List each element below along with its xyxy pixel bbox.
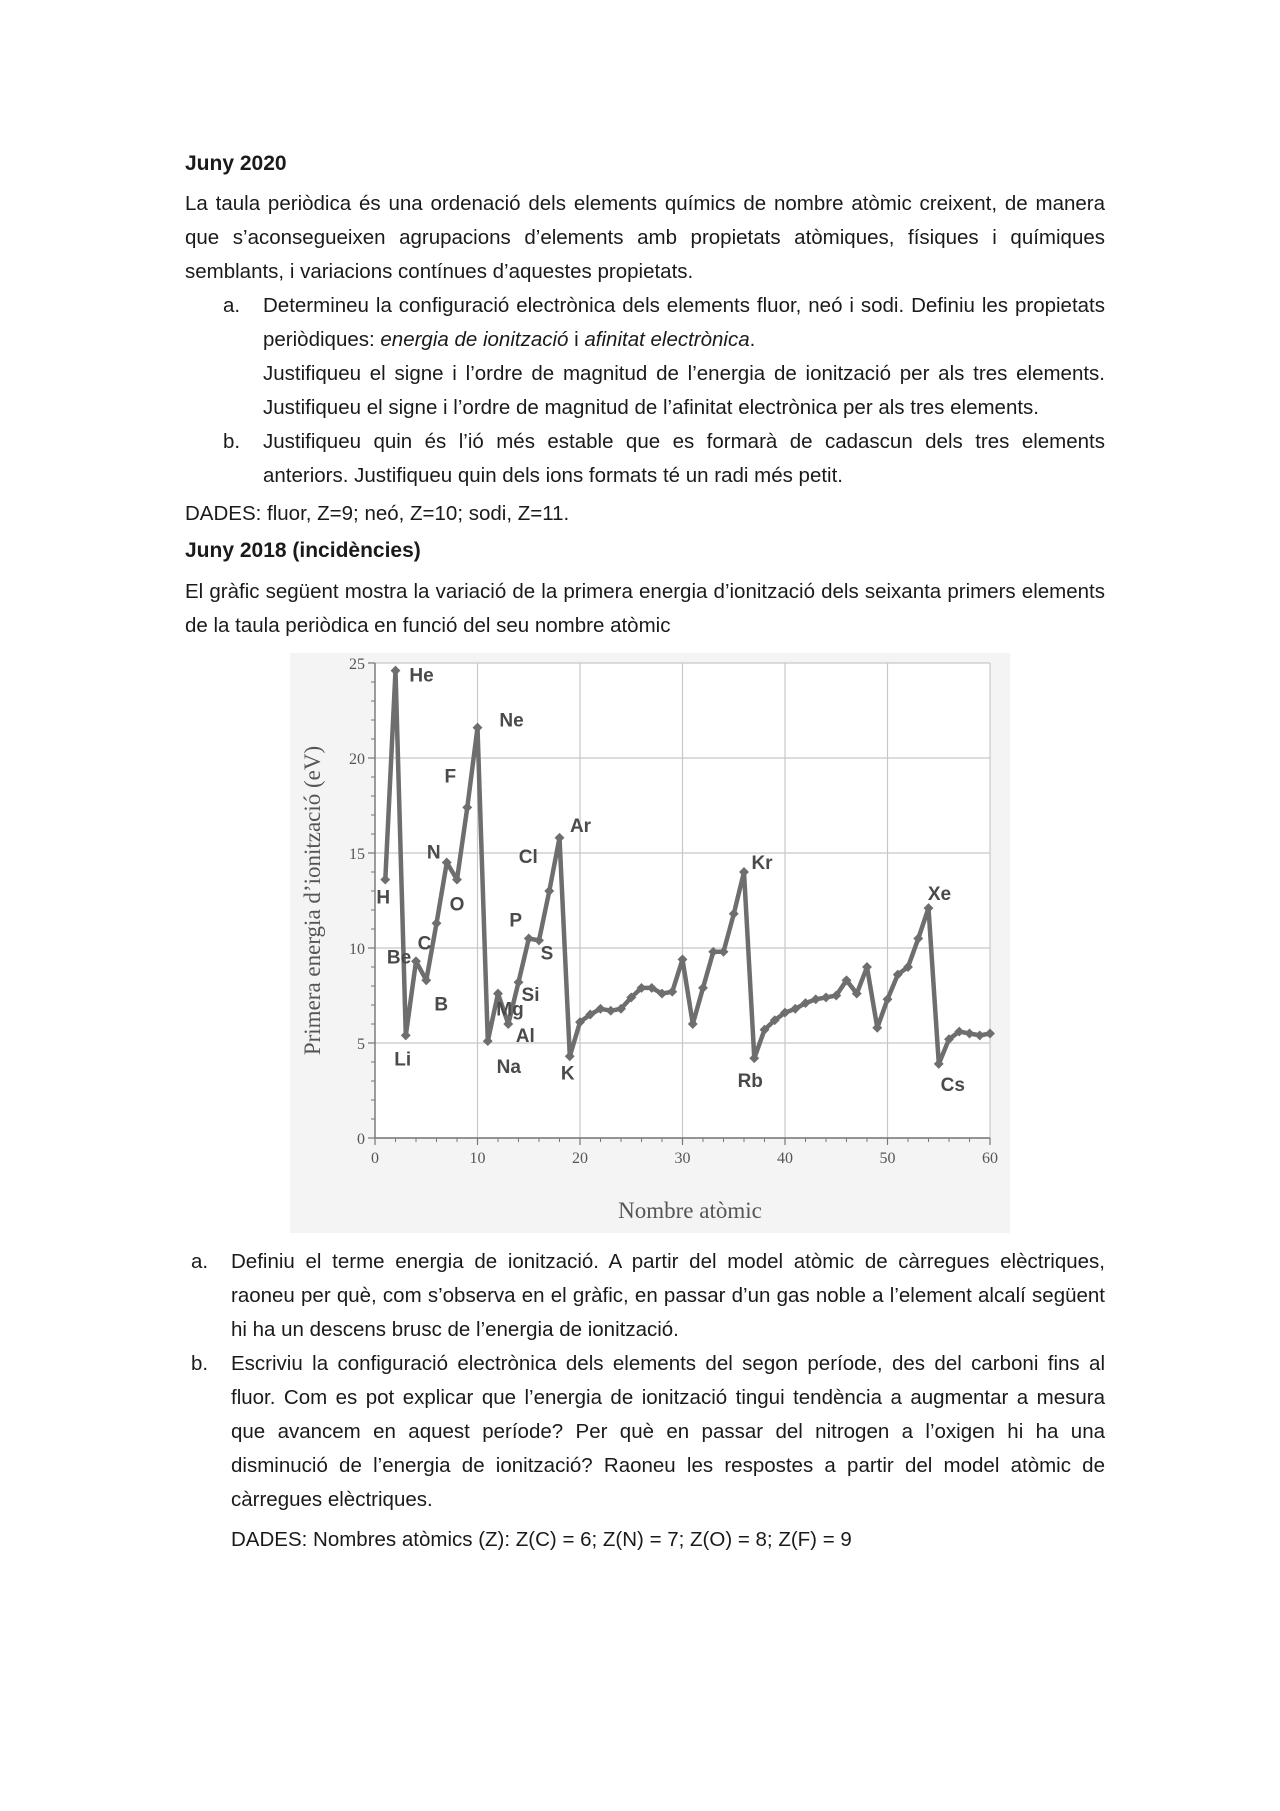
document-page [185,150,1105,1557]
element-label: N [426,842,441,864]
dades-2018: DADES: Nombres atòmics (Z): Z(C) = 6; Z(N) = 7; Z(O) = 8; Z(F) = 9 [231,1527,852,1551]
y-tick-label: 15 [349,845,365,863]
y-tick-label: 0 [357,1130,365,1148]
element-label: He [409,665,434,687]
intro-2018: El gràfic següent mostra la variació de la primera energia d’ionització dels seixanta primers elements de la taula periòdica en funció del seu nombre atòmic [185,579,1105,637]
y-tick-label: 10 [349,940,365,958]
question-a-2020: a. Determineu la configuració electrònica dels elements fluor, neó i sodi. Definiu les propietats periòdiques: energia de ionització i afinitat electrònica. Justifiqueu el signe i l’ordre de magnitud de l’energia de ionització per als tres elements. Justifiqueu el signe i l’ordre de magnitud de l’afinitat electrònica per als tres elements. [185,289,1105,425]
question-a-2020-part2: Justifiqueu el signe i l’ordre de magnitud de l’energia de ionització per als tres elements. Justifiqueu el signe i l’ordre de magnitud de l’afinitat electrònica per als tres elements. [263,362,1105,420]
x-tick-label: 40 [777,1149,793,1167]
x-tick-label: 20 [572,1149,588,1167]
element-label: Cs [940,1074,965,1096]
element-label: Rb [737,1070,763,1092]
element-label: Be [386,946,412,968]
y-tick-label: 25 [349,655,365,673]
element-label: B [434,993,449,1015]
element-label: Na [496,1056,521,1078]
intro-2020: La taula periòdica és una ordenació dels elements químics de nombre atòmic creixent, de manera que s’aconsegueixen agrupacions d’elements amb propietats atòmiques, físiques i químiques semblants, i variacions contínues d’aquestes propietats. [185,192,1105,284]
dades-2020: DADES: fluor, Z=9; neó, Z=10; sodi, Z=11. [185,502,570,526]
element-label: Li [394,1048,412,1070]
element-label: H [376,887,391,909]
list-marker: b. [223,430,241,454]
list-marker: b. [191,1351,209,1375]
element-label: Ne [499,710,524,732]
element-label: Kr [751,852,773,874]
question-list-2018 [185,1245,1105,1517]
x-axis-title: Nombre atòmic [618,1197,762,1223]
question-b-2020: b. Justifiqueu quin és l’ió més estable que es formarà de cadascun dels tres elements anteriors. Justifiqueu quin dels ions formats té un radi més petit. [185,425,1105,493]
element-label: Mg [496,999,524,1021]
element-label: Si [521,984,540,1006]
element-label: Xe [927,883,952,905]
section-title-2018: Juny 2018 (incidències) [185,539,421,563]
element-label: F [444,765,457,787]
element-label: Al [515,1025,535,1047]
question-b-2018: b. Escriviu la configuració electrònica dels elements del segon període, des del carboni fins al fluor. Com es pot explicar que l’energia de ionització tingui tendència a augmentar a mesura que avancem en aquest període? Per què en passar del nitrogen a l’oxigen hi ha una disminució de l’energia de ionització? Raoneu les respostes a partir del model atòmic de càrregues elèctriques. [185,1347,1105,1517]
question-list-2020 [185,289,1105,493]
ionization-energy-chart [290,653,1010,1233]
y-tick-label: 20 [349,750,365,768]
list-marker: a. [191,1249,209,1273]
element-label: O [449,894,465,916]
x-tick-label: 50 [879,1149,896,1167]
element-label: K [560,1062,575,1084]
element-label: S [540,942,554,964]
element-label: Ar [569,815,592,837]
y-axis-title: Primera energia d’ionització (eV) [300,745,325,1055]
x-tick-label: 60 [982,1149,998,1167]
x-tick-label: 0 [371,1149,379,1167]
section-title-2020: Juny 2020 [185,152,287,175]
question-a-2018: a. Definiu el terme energia de ionització. A partir del model atòmic de càrregues elèctriques, raoneu per què, com s’observa en el gràfic, en passar d’un gas noble a l’element alcalí següent hi ha un descens brusc de l’energia de ionització. [185,1245,1105,1347]
element-label: Cl [518,846,538,868]
element-label: C [417,932,432,954]
y-tick-label: 5 [357,1035,365,1053]
x-tick-label: 10 [469,1149,486,1167]
chart-svg [290,653,1010,1233]
element-label: P [509,910,523,932]
list-marker: a. [223,294,241,318]
x-tick-label: 30 [674,1149,691,1167]
